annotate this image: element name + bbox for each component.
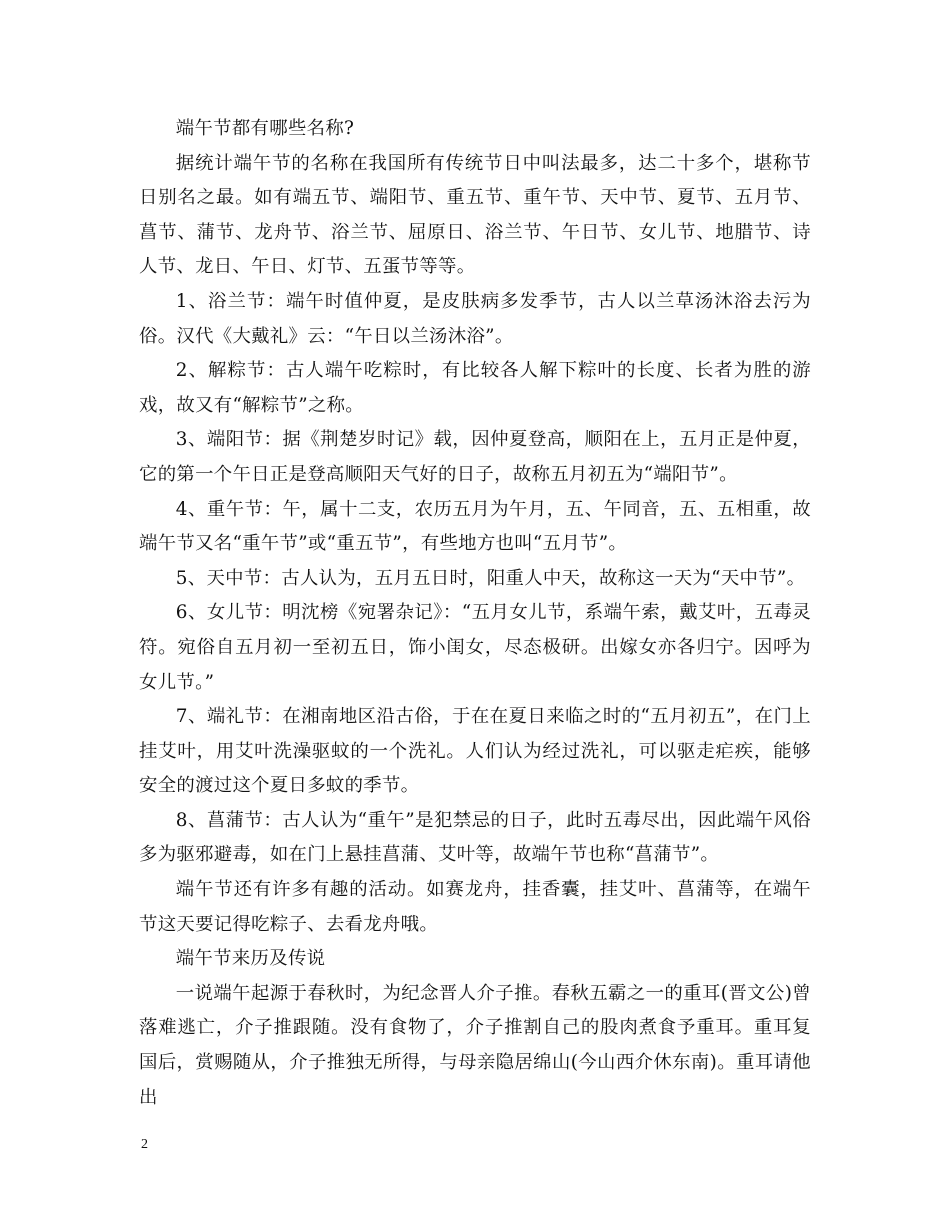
list-item-changpu-festival: 8、菖蒲节：古人认为“重午”是犯禁忌的日子，此时五毒尽出，因此端午风俗多为驱邪避毒，如在门上悬挂菖蒲、艾叶等，故端午节也称“菖蒲节”。 <box>139 809 811 866</box>
list-item-duanyang-festival: 3、端阳节：据《荆楚岁时记》载，因仲夏登高，顺阳在上，五月正是仲夏，它的第一个午日正是登高顺阳天气好的日子，故称五月初五为“端阳节”。 <box>139 429 811 485</box>
heading-origin-legends: 端午节来历及传说 <box>175 948 326 970</box>
list-item-jiezong-festival: 2、解粽节：古人端午吃粽时，有比较各人解下粽叶的长度、长者为胜的游戏，故又有“解粽节”之称。 <box>139 360 811 416</box>
heading-names-question: 端午节都有哪些名称? <box>175 118 355 139</box>
paragraph-activities: 端午节还有许多有趣的活动。如赛龙舟，挂香囊，挂艾叶、菖蒲等，在端午节这天要记得吃粽子、去看龙舟哦。 <box>139 879 811 935</box>
page-number: 2 <box>141 1137 148 1152</box>
list-item-yulan-festival: 1、浴兰节：端午时值仲夏，是皮肤病多发季节，古人以兰草汤沐浴去污为俗。汉代《大戴礼》云：“午日以兰汤沐浴”。 <box>139 290 811 347</box>
paragraph-names-overview: 据统计端午节的名称在我国所有传统节日中叫法最多，达二十多个，堪称节日别名之最。如有端五节、端阳节、重五节、重午节、天中节、夏节、五月节、菖节、蒲节、龙舟节、浴兰节、屈原日、浴兰节、午日节、女儿节、地腊节、诗人节、龙日、午日、灯节、五蛋节等等。 <box>139 152 811 278</box>
body-text <box>139 112 811 1115</box>
list-item-duanli-festival: 7、端礼节：在湘南地区沿古俗，于在在夏日来临之时的“五月初五”，在门上挂艾叶，用艾叶洗澡驱蚊的一个洗礼。人们认为经过洗礼，可以驱走疟疾，能够安全的渡过这个夏日多蚊的季节。 <box>139 706 811 797</box>
list-item-daughters-festival: 6、女儿节：明沈榜《宛署杂记》：“五月女儿节，系端午索，戴艾叶，五毒灵符。宛俗自五月初一至初五日，饰小闺女，尽态极研。出嫁女亦各归宁。因呼为女儿节。” <box>139 602 811 693</box>
paragraph-jie-zitui-legend: 一说端午起源于春秋时，为纪念晋人介子推。春秋五霸之一的重耳(晋文公)曾落难逃亡，介子推跟随。没有食物了，介子推割自己的股肉煮食予重耳。重耳复国后，赏赐随从，介子推独无所得，与母亲隐居绵山(今山西介休东南)。重耳请他出 <box>139 982 811 1108</box>
list-item-chongwu-festival: 4、重午节：午，属十二支，农历五月为午月，五、午同音，五、五相重，故端午节又名“重午节”或“重五节”，有些地方也叫“五月节”。 <box>139 498 811 555</box>
list-item-tianzhong-festival: 5、天中节：古人认为，五月五日时，阳重人中天，故称这一天为“天中节”。 <box>175 567 806 589</box>
